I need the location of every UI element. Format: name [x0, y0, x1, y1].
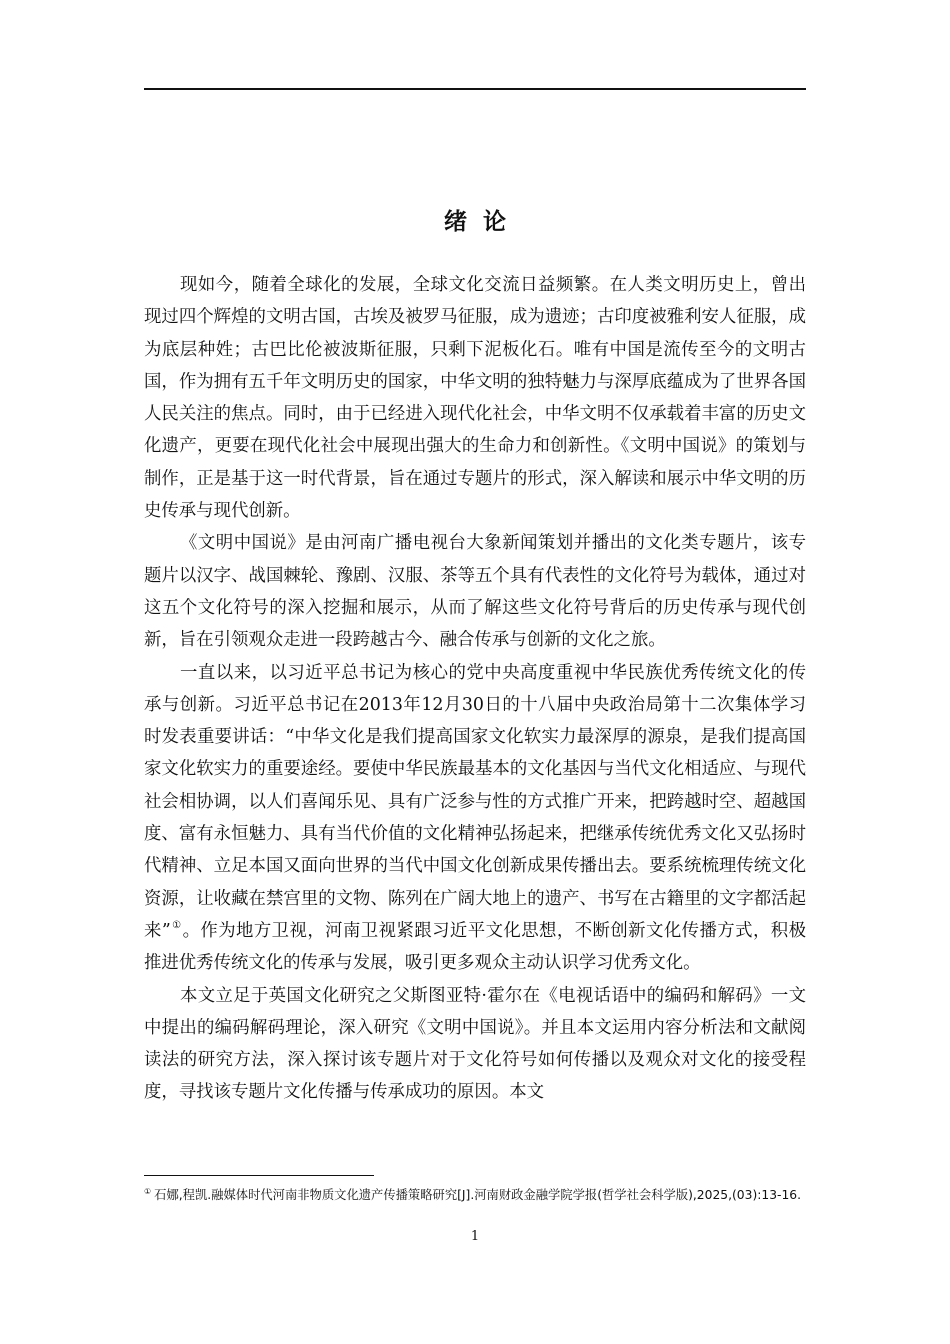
- chapter-title: 绪论: [444, 208, 522, 235]
- footnote: [144, 1186, 806, 1205]
- footnote-text: 石娜,程凯.融媒体时代河南非物质文化遗产传播策略研究[J].河南财政金融学院学报(哲学社会科学版),2025,(03):13-16.: [154, 1188, 802, 1202]
- paragraph-1: 现如今，随着全球化的发展，全球文化交流日益频繁。在人类文明历史上，曾出现过四个辉煌的文明古国，古埃及被罗马征服，成为遗迹；古印度被雅利安人征服，成为底层种姓；古巴比伦被波斯征服，只剩下泥板化石。唯有中国是流传至今的文明古国，作为拥有五千年文明历史的国家，中华文明的独特魅力与深厚底蕴成为了世界各国人民关注的焦点。同时，由于已经进入现代化社会，中华文明不仅承载着丰富的历史文化遗产，更要在现代化社会中展现出强大的生命力和创新性。《文明中国说》的策划与制作，正是基于这一时代背景，旨在通过专题片的形式，深入解读和展示中华文明的历史传承与现代创新。: [144, 275, 806, 522]
- paragraph-3-text-before: 一直以来，以习近平总书记为核心的党中央高度重视中华民族优秀传统文化的传承与创新。习近平总书记在2013年12月30日的十八届中央政治局第十二次集体学习时发表重要讲话：“中华文化是我们提高国家文化软实力最深厚的源泉，是我们提高国家文化软实力的重要途经。要使中华民族最基本的文化基因与当代文化相适应、与现代社会相协调，以人们喜闻乐见、具有广泛参与性的方式推广开来，把跨越时空、超越国度、富有永恒魅力、具有当代价值的文化精神弘扬起来，把继承传统优秀文化又弘扬时代精神、立足本国又面向世界的当代中国文化创新成果传播出去。要系统梳理传统文化资源，让收藏在禁宫里的文物、陈列在广阔大地上的遗产、书写在古籍里的文字都活起来”: [144, 662, 806, 941]
- body-text: [144, 269, 806, 1109]
- page-number: 1: [470, 1229, 480, 1244]
- paragraph-3: [144, 657, 806, 980]
- paragraph-3-text-after: 。作为地方卫视，河南卫视紧跟习近平文化思想，不断创新文化传播方式，积极推进优秀传统文化的传承与发展，吸引更多观众主动认识学习优秀文化。: [144, 920, 806, 974]
- paragraph-2: 《文明中国说》是由河南广播电视台大象新闻策划并播出的文化类专题片，该专题片以汉字、战国棘轮、豫剧、汉服、茶等五个具有代表性的文化符号为载体，通过对这五个文化符号的深入挖掘和展示，从而了解这些文化符号背后的历史传承与现代创新，旨在引领观众走进一段跨越古今、融合传承与创新的文化之旅。: [144, 533, 806, 651]
- footnote-mark: ①: [144, 1187, 152, 1196]
- footnote-reference[interactable]: ①: [171, 919, 182, 931]
- footnote-rule: [144, 1175, 374, 1176]
- paragraph-4: 本文立足于英国文化研究之父斯图亚特·霍尔在《电视话语中的编码和解码》一文中提出的编码解码理论，深入研究《文明中国说》。并且本文运用内容分析法和文献阅读法的研究方法，深入探讨该专题片对于文化符号如何传播以及观众对文化的接受程度，寻找该专题片文化传播与传承成功的原因。本文: [144, 985, 806, 1103]
- header-rule: [144, 88, 806, 90]
